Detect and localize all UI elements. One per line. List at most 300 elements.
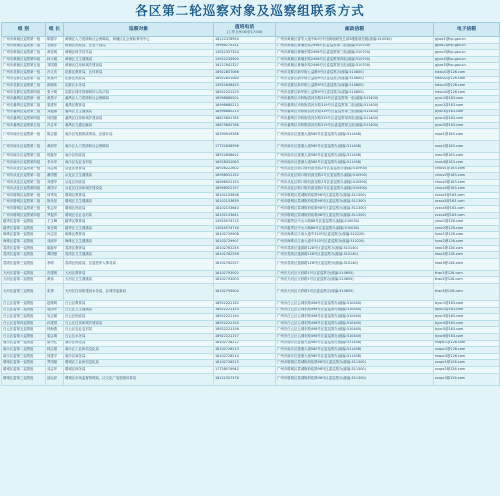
cell-group: 广州市花都区巡察第一组 — [2, 69, 46, 76]
table-row — [2, 225, 500, 232]
cell-phone[interactable]: 18922221156 — [214, 327, 276, 334]
cell-mailbox: 广州市白云区云城东路498号区委巡察办(邮编:510440) — [276, 314, 434, 321]
cell-group: 广州市南沙区巡察第一组 — [2, 129, 46, 141]
cell-email[interactable]: hdxcz4@126.com — [434, 89, 500, 96]
cell-email[interactable]: gjsxc5@hp.gov.cn — [434, 63, 500, 70]
cell-email[interactable]: thxc3@126.com — [434, 284, 500, 301]
cell-email[interactable]: thxc1@126.com — [434, 270, 500, 277]
cell-phone[interactable]: 18102153641 — [214, 212, 276, 219]
cell-target: 从化区民政局 — [64, 179, 214, 186]
cell-mailbox: 广州市增城区荔城街府佑路98号区委巡察办(邮编:511300) — [276, 212, 434, 219]
cell-email[interactable]: nsxc4@163.com — [434, 159, 500, 166]
cell-mailbox: 广州市白云区云城东路498号区委巡察办(邮编:510440) — [276, 307, 434, 314]
cell-phone[interactable]: 18102793004 — [214, 284, 276, 301]
cell-leader: 何秀英 — [46, 192, 64, 199]
cell-leader: 张志华 — [46, 206, 64, 213]
cell-mailbox: 广州市花都区新华街公益路9号区委巡察办(邮编:510800) — [276, 83, 434, 90]
cell-email[interactable]: zcqxc3@126.com — [434, 373, 500, 385]
table-row — [2, 277, 500, 284]
cell-email[interactable]: thxc2@126.com — [434, 277, 500, 284]
cell-phone[interactable]: 18926222602 — [214, 166, 276, 173]
cell-email[interactable]: byxc4@163.com — [434, 320, 500, 327]
cell-email[interactable]: byxc5@163.com — [434, 327, 500, 334]
cell-phone[interactable]: 19966275331 — [214, 43, 276, 50]
cell-phone[interactable]: 18102726214 — [214, 353, 276, 360]
table-row — [2, 159, 500, 166]
cell-mailbox: 广州市天河区天府路1号区委巡察办(邮编:510655) — [276, 277, 434, 284]
cell-phone[interactable]: 18998680212 — [214, 102, 276, 109]
cell-group: 增城区委第三巡察组 — [2, 373, 46, 385]
cell-target: 荔湾区教育局 — [64, 245, 214, 252]
cell-phone[interactable]: 18102726215 — [214, 360, 276, 367]
cell-mailbox: 广州市黄埔区香雪大道中80号中国黄埔研发总部3楼邮政信箱(邮编:510530) — [276, 37, 434, 44]
cell-group: 白云区委第二巡察组 — [2, 307, 46, 314]
cell-group: 白云区委第三巡察组 — [2, 314, 46, 321]
cell-leader: 邓志明 — [46, 166, 64, 173]
table-row — [2, 212, 500, 219]
cell-phone[interactable]: 18102153638 — [214, 192, 276, 199]
cell-target: 番禺区人力资源和社会保障局 — [64, 96, 214, 103]
cell-leader: 王文峰 — [46, 219, 64, 226]
cell-email[interactable]: chxcz1@163.com — [434, 166, 500, 173]
cell-leader: 张小明 — [46, 89, 64, 96]
cell-group: 荔湾区委第二巡察组 — [2, 252, 46, 259]
cell-group: 南沙区委第三巡察组 — [2, 353, 46, 360]
table-row — [2, 96, 500, 103]
table-row — [2, 116, 500, 123]
cell-email[interactable]: lwxc3@126.com — [434, 258, 500, 270]
cell-phone[interactable]: 18922221154 — [214, 314, 276, 321]
cell-mailbox: 广州市海珠区江南大道中310号区委巡察办(邮编:510220) — [276, 239, 434, 246]
cell-email[interactable]: pyxc5@163.com — [434, 122, 500, 129]
cell-group: 天河区委第一巡察组 — [2, 270, 46, 277]
cell-phone[interactable]: 17722658596 — [214, 141, 276, 153]
cell-target: 南沙区工业和信息化局 — [64, 347, 214, 354]
cell-mailbox: 广州市南沙区进港大道580号区委巡察办(邮编:511458) — [276, 347, 434, 354]
table-row — [2, 245, 500, 252]
cell-target: 白云区卫生健康局 — [64, 307, 214, 314]
cell-group: 越秀区委第二巡察组 — [2, 225, 46, 232]
cell-target: 黄埔区科学技术局 — [64, 50, 214, 57]
cell-target: 增城区商务局 — [64, 366, 214, 373]
cell-group: 白云区委第一巡察组 — [2, 301, 46, 308]
cell-email[interactable]: nsxc1@163.com — [434, 129, 500, 141]
cell-target: 南沙区科技局 — [64, 340, 214, 347]
cell-email[interactable]: pyxc3@163.com — [434, 109, 500, 116]
cell-mailbox: 广州市南沙区进港大道580号区委巡察办(邮编:511458) — [276, 153, 434, 160]
cell-email[interactable]: hzxc2@126.com — [434, 239, 500, 246]
cell-group: 白云区委第五巡察组 — [2, 327, 46, 334]
cell-phone[interactable]: 18102793003 — [214, 277, 276, 284]
page-title: 各区第二轮巡察对象及巡察组联系方式 — [135, 3, 365, 18]
col-header-target: 巡察对象 — [64, 23, 214, 37]
cell-phone[interactable]: 18922251225 — [214, 89, 276, 96]
cell-target: 白云区农业农村局 — [64, 327, 214, 334]
cell-phone[interactable]: 18102793002 — [214, 270, 276, 277]
cell-mailbox: 广州市南沙区进港大道580号区委巡察办(邮编:511458) — [276, 129, 434, 141]
cell-group: 广州市从化区巡察第四组 — [2, 186, 46, 193]
table-row — [2, 153, 500, 160]
table-row — [2, 206, 500, 213]
cell-email[interactable]: nsxc3@163.com — [434, 153, 500, 160]
table-row — [2, 232, 500, 239]
cell-leader: 钟海燕 — [46, 327, 64, 334]
cell-phone[interactable]: 18998680215 — [214, 109, 276, 116]
cell-email[interactable]: pyxc4@163.com — [434, 116, 500, 123]
cell-mailbox: 广州市荔湾区逢源路128号区委巡察办(邮编:510140) — [276, 258, 434, 270]
cell-target: 越秀区卫生健康局 — [64, 225, 214, 232]
cell-phone[interactable]: 18998922153 — [214, 179, 276, 186]
cell-target: 花都区水务局 — [64, 83, 214, 90]
cell-mailbox: 广州市从化区街口街河滨北路2号区委巡察办(邮编:510900) — [276, 166, 434, 173]
cell-target: 天河区卫生健康局 — [64, 277, 214, 284]
cell-group: 广州市从化区巡察第二组 — [2, 173, 46, 180]
cell-phone[interactable]: 18675802765 — [214, 116, 276, 123]
cell-mailbox: 广州市天河区天府路1号区委巡察办(邮编:510655) — [276, 284, 434, 301]
table-row — [2, 179, 500, 186]
cell-email[interactable]: gjsxc4@hp.gov.cn — [434, 56, 500, 63]
cell-mailbox: 广州市天河区天府路1号区委巡察办(邮编:510655) — [276, 270, 434, 277]
cell-target: 黄埔区民政局、区老干部局 — [64, 43, 214, 50]
cell-phone[interactable]: 13922234900 — [214, 56, 276, 63]
col-header-email: 电子信箱 — [434, 23, 500, 37]
table-row — [2, 333, 500, 340]
cell-email[interactable]: gjsxc2@hp.gov.cn — [434, 43, 500, 50]
cell-email[interactable]: zcxcz3@163.com — [434, 206, 500, 213]
cell-phone[interactable]: 13922838425 — [214, 83, 276, 90]
cell-email[interactable]: zcxcz1@163.com — [434, 192, 500, 199]
cell-leader: 周国华 — [46, 307, 64, 314]
cell-email[interactable]: hdxcz2@126.com — [434, 76, 500, 83]
cell-group: 广州市花都区巡察第四组 — [2, 89, 46, 96]
cell-leader: 吴志强 — [46, 314, 64, 321]
cell-leader: 郭振华 — [46, 153, 64, 160]
cell-leader: 冯文庆 — [46, 69, 64, 76]
cell-mailbox: 广州市番禺区市桥街清河东路319号区委巡察第四组(邮编:511400) — [276, 116, 434, 123]
table-row — [2, 360, 500, 367]
cell-phone[interactable]: 18102762256 — [214, 252, 276, 259]
cell-phone[interactable]: 18122378954 — [214, 37, 276, 44]
cell-leader: 邵运祥 — [46, 373, 64, 385]
table-row — [2, 102, 500, 109]
cell-leader: 刘国刚 — [46, 63, 64, 70]
cell-leader: 叶志坚 — [46, 232, 64, 239]
cell-target: 增城区教育局 — [64, 192, 214, 199]
cell-mailbox: 广州市增城区荔城街府佑路98号区委巡察办(邮编:511300) — [276, 206, 434, 213]
table-row — [2, 129, 500, 141]
cell-phone[interactable]: 18102729908 — [214, 232, 276, 239]
cell-email[interactable]: zcqxc1@126.com — [434, 360, 500, 367]
cell-phone[interactable]: 18922221155 — [214, 320, 276, 327]
cell-group: 广州市黄埔区巡察第二组 — [2, 43, 46, 50]
cell-phone[interactable]: 18922857066 — [214, 69, 276, 76]
cell-leader: 黄伟 — [46, 277, 64, 284]
cell-group: 广州市番禺区巡察第三组 — [2, 109, 46, 116]
cell-target: 荔湾区民政局、区退役军人事务局 — [64, 258, 214, 270]
cell-phone[interactable]: 13925574716 — [214, 225, 276, 232]
cell-group: 广州市番禺区巡察第一组 — [2, 96, 46, 103]
cell-phone[interactable]: 18190919268 — [214, 129, 276, 141]
cell-mailbox: 广州市越秀区中山六路86号区委巡察办(邮编:510030) — [276, 225, 434, 232]
cell-group: 海珠区委第一巡察组 — [2, 232, 46, 239]
cell-email[interactable]: hdxcz1@126.com — [434, 69, 500, 76]
cell-mailbox: 广州市番禺区市桥街清河东路319号区委巡察第二组(邮编:511400) — [276, 102, 434, 109]
cell-email[interactable]: nsqxc1@126.com — [434, 340, 500, 347]
cell-leader: 黄惠玲 — [46, 76, 64, 83]
table-row — [2, 89, 500, 96]
cell-mailbox: 广州市增城区荔城街府佑路98号区委巡察办(邮编:511300) — [276, 366, 434, 373]
cell-target: 白云区民政局 — [64, 314, 214, 321]
cell-mailbox: 广州市增城区荔城街府佑路98号区委巡察办(邮编:511300) — [276, 373, 434, 385]
cell-leader: 黄佳明 — [46, 50, 64, 57]
cell-group: 广州市花都区巡察第二组 — [2, 76, 46, 83]
cell-mailbox: 广州市番禺区市桥街清河东路319号区委巡察第一组(邮编:511400) — [276, 96, 434, 103]
cell-phone[interactable]: 18998680201 — [214, 96, 276, 103]
table-row — [2, 340, 500, 347]
cell-target: 从化区住房和城乡建设局 — [64, 186, 214, 193]
cell-email[interactable]: yxxc2@126.com — [434, 225, 500, 232]
cell-group: 广州市黄埔区巡察第五组 — [2, 63, 46, 70]
cell-phone[interactable]: 18675802766 — [214, 122, 276, 129]
cell-phone[interactable]: 18122357376 — [214, 373, 276, 385]
cell-email[interactable]: byxc1@163.com — [434, 301, 500, 308]
cell-mailbox: 广州市白云区云城东路498号区委巡察办(邮编:510440) — [276, 320, 434, 327]
cell-group: 白云区委第四巡察组 — [2, 320, 46, 327]
col-header-phone — [214, 23, 276, 37]
table-row — [2, 320, 500, 327]
cell-mailbox: 广州市越秀区中山六路86号区委巡察办(邮编:510030) — [276, 219, 434, 226]
cell-mailbox: 广州市荔湾区逢源路128号区委巡察办(邮编:510140) — [276, 252, 434, 259]
cell-leader: 孙建国 — [46, 320, 64, 327]
cell-email[interactable]: lwxc2@126.com — [434, 252, 500, 259]
cell-email[interactable]: nsxc2@163.com — [434, 141, 500, 153]
cell-target: 白云区住房和城乡建设局 — [64, 320, 214, 327]
table-row — [2, 327, 500, 334]
cell-mailbox: 广州市从化区街口街河滨北路2号区委巡察办(邮编:510900) — [276, 179, 434, 186]
cell-group: 广州市番禺区巡察第四组 — [2, 116, 46, 123]
cell-target: 番禺区交通运输局 — [64, 122, 214, 129]
cell-email[interactable]: chxcz3@163.com — [434, 179, 500, 186]
table-row — [2, 314, 500, 321]
table-row — [2, 56, 500, 63]
cell-email[interactable]: yxxc1@126.com — [434, 219, 500, 226]
cell-target: 荔湾区卫生健康局 — [64, 252, 214, 259]
cell-target: 番禺区卫生健康局 — [64, 109, 214, 116]
cell-email[interactable]: lwxc1@126.com — [434, 245, 500, 252]
cell-target: 天河区教育局 — [64, 270, 214, 277]
cell-mailbox: 广州市南沙区进港大道580号区委巡察办(邮编:511458) — [276, 353, 434, 360]
cell-group: 广州市增城区巡察第三组 — [2, 206, 46, 213]
cell-email[interactable]: chxcz2@163.com — [434, 173, 500, 180]
table-row — [2, 347, 500, 354]
table-row — [2, 186, 500, 193]
cell-email[interactable]: pyxc2@163.com — [434, 102, 500, 109]
table-row — [2, 239, 500, 246]
cell-leader: 李永华 — [46, 159, 64, 166]
cell-group: 广州市黄埔区巡察第一组 — [2, 37, 46, 44]
table-row — [2, 50, 500, 57]
cell-mailbox: 广州市花都区新华街公益路9号区委巡察办(邮编:510800) — [276, 76, 434, 83]
cell-email[interactable]: gjsxc1@hp.gov.cn — [434, 37, 500, 44]
cell-leader: 梁建华 — [46, 102, 64, 109]
cell-group: 白云区委第六巡察组 — [2, 333, 46, 340]
cell-leader: 刘振雄 — [46, 109, 64, 116]
contact-table — [1, 22, 500, 386]
cell-leader: 谢国强 — [46, 173, 64, 180]
cell-group: 广州市黄埔区巡察第三组 — [2, 50, 46, 57]
col-header-phone-hours: (工作日9:00至17:00) — [226, 29, 263, 34]
cell-mailbox: 广州市番禺区市桥街清河东路319号区委巡察第五组(邮编:511400) — [276, 122, 434, 129]
cell-group: 广州市增城区巡察第四组 — [2, 212, 46, 219]
cell-email[interactable]: zcxcz4@163.com — [434, 212, 500, 219]
cell-phone[interactable]: 13922357324 — [214, 50, 276, 57]
cell-phone[interactable]: 18922851060 — [214, 76, 276, 83]
cell-group: 增城区委第二巡察组 — [2, 366, 46, 373]
cell-group: 广州市增城区巡察第二组 — [2, 199, 46, 206]
cell-email[interactable]: byxc6@163.com — [434, 333, 500, 340]
table-row — [2, 373, 500, 385]
cell-phone[interactable]: 18102726212 — [214, 340, 276, 347]
cell-email[interactable]: nsqxc2@126.com — [434, 347, 500, 354]
cell-target: 从化区教育局 — [64, 166, 214, 173]
cell-group: 荔湾区委第三巡察组 — [2, 258, 46, 270]
cell-leader: 罗国强 — [46, 360, 64, 367]
cell-phone[interactable]: 18998922157 — [214, 186, 276, 193]
cell-phone[interactable]: 18922221157 — [214, 333, 276, 340]
cell-leader: 林志强 — [46, 347, 64, 354]
table-row — [2, 366, 500, 373]
table-row — [2, 192, 500, 199]
cell-leader: 罗振声 — [46, 212, 64, 219]
cell-group: 广州市南沙区巡察第四组 — [2, 159, 46, 166]
cell-mailbox: 广州市从化区街口街河滨北路2号区委巡察办(邮编:510900) — [276, 186, 434, 193]
cell-leader: 陈德平 — [46, 37, 64, 44]
cell-mailbox: 广州市增城区荔城街府佑路98号区委巡察办(邮编:511300) — [276, 199, 434, 206]
cell-target: 南沙区商务局 — [64, 353, 214, 360]
cell-leader: 陈志强 — [46, 129, 64, 141]
cell-group: 南沙区委第二巡察组 — [2, 347, 46, 354]
cell-leader: 刘建华 — [46, 179, 64, 186]
cell-phone[interactable]: 18102729907 — [214, 239, 276, 246]
cell-mailbox: 广州市增城区荔城街府佑路98号区委巡察办(邮编:511300) — [276, 192, 434, 199]
table-header-row — [2, 23, 500, 37]
cell-email[interactable]: gjsxc3@hp.gov.cn — [434, 50, 500, 57]
cell-target: 海珠区卫生健康局 — [64, 239, 214, 246]
cell-leader: 黄国平 — [46, 186, 64, 193]
cell-phone[interactable]: 18102762257 — [214, 258, 276, 270]
cell-leader: 谭国强 — [46, 252, 64, 259]
cell-email[interactable]: chxcz4@163.com — [434, 186, 500, 193]
col-header-group: 组 别 — [2, 23, 46, 37]
cell-target: 黄埔区人力资源和社会保障局、黄埔区社会保险事务中心 — [64, 37, 214, 44]
cell-email[interactable]: zcxcz2@163.com — [434, 199, 500, 206]
table-row — [2, 69, 500, 76]
table-row — [2, 353, 500, 360]
cell-target: 增城区民政局 — [64, 206, 214, 213]
cell-leader: 赵晓明 — [46, 301, 64, 308]
table-row — [2, 141, 500, 153]
cell-phone[interactable]: 18998922152 — [214, 173, 276, 180]
cell-leader: 彭晓伟 — [46, 83, 64, 90]
cell-leader: 陈振华 — [46, 245, 64, 252]
col-header-leader: 组 长 — [46, 23, 64, 37]
cell-phone[interactable]: 18102153640 — [214, 206, 276, 213]
cell-leader: 邓丽华 — [46, 239, 64, 246]
table-row — [2, 43, 500, 50]
cell-mailbox: 广州市黄埔区黄埔东路2498号区委巡察第三组(邮编:510700) — [276, 50, 434, 57]
col-header-phone-label: 值班电话 — [234, 24, 255, 30]
cell-email[interactable]: byxc2@163.com — [434, 307, 500, 314]
cell-target: 黄埔区住房和城乡建设局 — [64, 63, 214, 70]
cell-phone[interactable]: 18102153639 — [214, 199, 276, 206]
cell-target: 南沙区人力资源和社会保障局 — [64, 141, 214, 153]
cell-email[interactable]: nsqxc3@126.com — [434, 353, 500, 360]
cell-phone[interactable]: 18922858612 — [214, 153, 276, 160]
cell-phone[interactable]: 18928452063 — [214, 159, 276, 166]
cell-mailbox: 广州市南沙区进港大道580号区委巡察办(邮编:511458) — [276, 141, 434, 153]
cell-group: 广州市从化区巡察第一组 — [2, 166, 46, 173]
cell-leader: 邓志华 — [46, 366, 64, 373]
cell-leader: 张勇 — [46, 284, 64, 301]
cell-mailbox: 广州市花都区新华街公益路9号区委巡察办(邮编:510800) — [276, 89, 434, 96]
cell-group: 海珠区委第二巡察组 — [2, 239, 46, 246]
cell-phone[interactable]: 18127842327 — [214, 63, 276, 70]
cell-target: 增城区市场监督管理局、区文化广电旅游体育局 — [64, 373, 214, 385]
cell-email[interactable]: hdxcz3@126.com — [434, 83, 500, 90]
cell-group: 广州市黄埔区巡察第四组 — [2, 56, 46, 63]
cell-target: 海珠区教育局 — [64, 232, 214, 239]
cell-group: 广州市从化区巡察第三组 — [2, 179, 46, 186]
cell-email[interactable]: zcqxc2@126.com — [434, 366, 500, 373]
cell-email[interactable]: byxc3@163.com — [434, 314, 500, 321]
cell-email[interactable]: hzxc1@126.com — [434, 232, 500, 239]
table-row — [2, 63, 500, 70]
table-row — [2, 258, 500, 270]
table-row — [2, 122, 500, 129]
cell-leader: 陈小红 — [46, 340, 64, 347]
cell-email[interactable]: pyxc1@163.com — [434, 96, 500, 103]
cell-mailbox: 广州市南沙区进港大道580号区委巡察办(邮编:511458) — [276, 340, 434, 347]
cell-mailbox: 广州市白云区云城东路498号区委巡察办(邮编:510440) — [276, 327, 434, 334]
table-row — [2, 109, 500, 116]
cell-target: 南沙区农业农村局 — [64, 159, 214, 166]
cell-mailbox: 广州市白云区云城东路498号区委巡察办(邮编:510440) — [276, 301, 434, 308]
cell-leader: 冯建明 — [46, 270, 64, 277]
cell-leader: 何国强 — [46, 116, 64, 123]
table-row — [2, 252, 500, 259]
cell-leader: 林小娟 — [46, 56, 64, 63]
cell-phone[interactable]: 18102762255 — [214, 245, 276, 252]
cell-phone[interactable]: 18922221153 — [214, 307, 276, 314]
cell-group: 南沙区委第一巡察组 — [2, 340, 46, 347]
table-row — [2, 76, 500, 83]
cell-leader: 毛晓东 — [46, 43, 64, 50]
cell-target: 番禺区教育局 — [64, 102, 214, 109]
cell-leader: 何建平 — [46, 353, 64, 360]
cell-group: 广州市番禺区巡察第二组 — [2, 102, 46, 109]
cell-phone[interactable]: 18102726213 — [214, 347, 276, 354]
cell-phone[interactable]: 13925574715 — [214, 219, 276, 226]
cell-group: 增城区委第一巡察组 — [2, 360, 46, 367]
cell-target: 白云区水务局 — [64, 333, 214, 340]
cell-target: 黄埔区卫生健康局 — [64, 56, 214, 63]
cell-phone[interactable]: 17728074942 — [214, 366, 276, 373]
table-row — [2, 199, 500, 206]
cell-group: 广州市南沙区巡察第二组 — [2, 141, 46, 153]
cell-phone[interactable]: 18922221152 — [214, 301, 276, 308]
cell-leader: 梁光明 — [46, 225, 64, 232]
cell-group: 广州市增城区巡察第一组 — [2, 192, 46, 199]
